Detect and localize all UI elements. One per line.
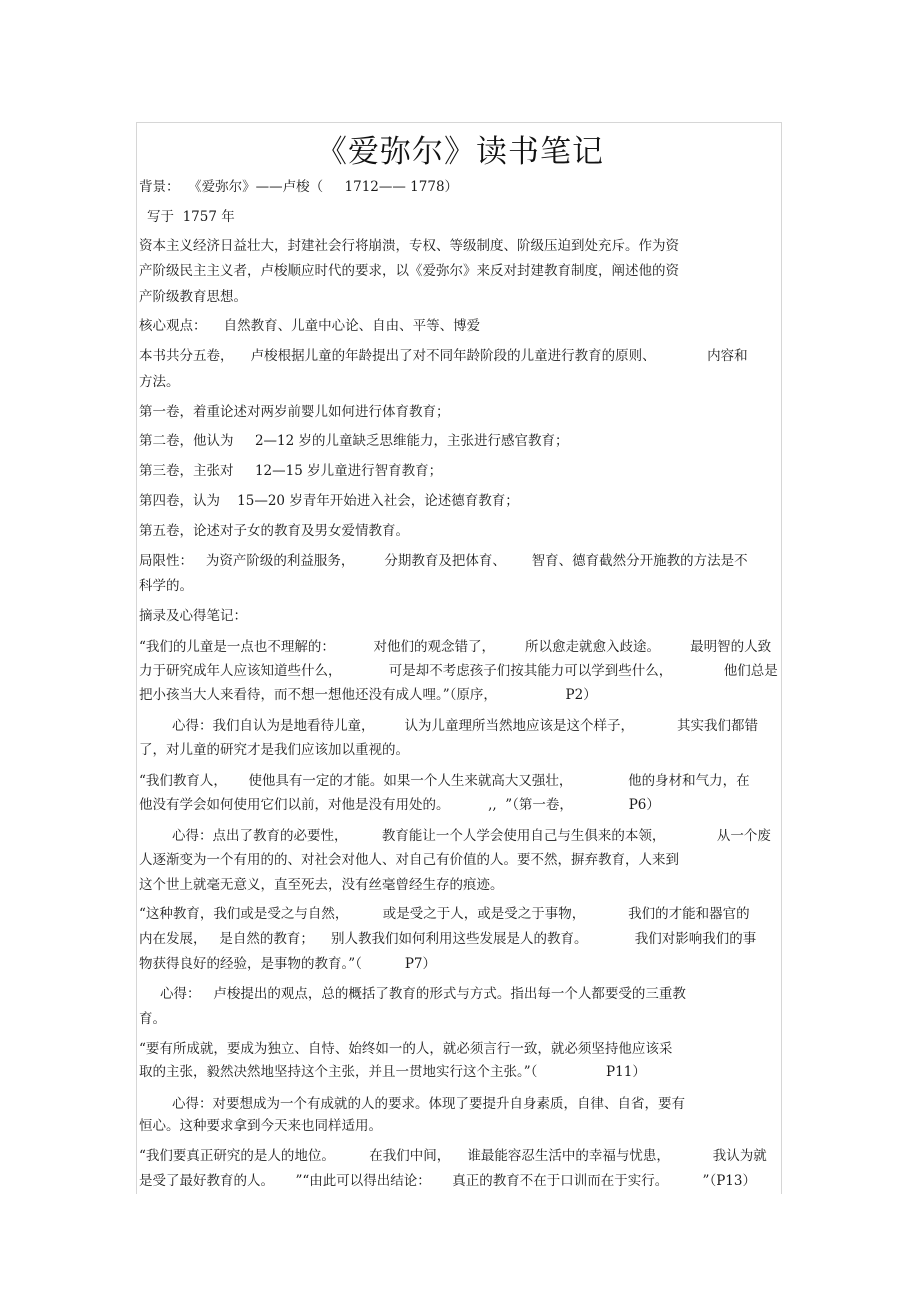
quote-line: “我们的儿童是一点也不理解的： 对他们的观念错了， 所以愈走就愈入歧途。 最明智的人致: [139, 639, 772, 655]
paragraph-line: 方法。: [139, 374, 180, 390]
background-line: 背景： 《爱弥尔》——卢梭（ 1712—— 1778）: [139, 179, 459, 195]
reflection-line: 心得：对要想成为一个有成就的人的要求。体现了要提升自身素质，自律、自省，要有: [172, 1096, 685, 1112]
volume-line: 第一卷，着重论述对两岁前婴儿如何进行体育教育；: [139, 404, 450, 420]
reflection-line: 心得：点出了教育的必要性， 教育能让一个人学会使用自己与生俱来的本领， 从一个废: [172, 828, 771, 844]
reflection-line: 恒心。这种要求拿到今天来也同样适用。: [139, 1118, 382, 1134]
quote-line: 物获得良好的经验，是事物的教育。”（ P7）: [139, 956, 436, 972]
reflection-line: 了，对儿童的研究才是我们应该加以重视的。: [139, 742, 409, 758]
quote-line: “这种教育，我们或是受之与自然， 或是受之于人，或是受之于事物， 我们的才能和器官的: [139, 906, 750, 922]
reflection-line: 育。: [139, 1011, 166, 1027]
reflection-line: 人逐渐变为一个有用的的、对社会对他人、对自己有价值的人。要不然，摒弃教育，人来到: [139, 852, 679, 868]
written-year-line: 写于 1757 年: [147, 209, 235, 225]
volume-line: 第五卷，论述对子女的教育及男女爱情教育。: [139, 523, 409, 539]
reflection-line: 心得： 卢梭提出的观点，总的概括了教育的形式与方式。指出每一个人都要受的三重教: [160, 986, 686, 1002]
reflection-line: 心得：我们自认为是地看待儿童， 认为儿童理所当然地应该是这个样子， 其实我们都错: [172, 718, 758, 734]
quote-line: 他没有学会如何使用它们以前，对他是没有用处的。 ,, ”（第一卷， P6）: [139, 797, 660, 813]
volume-line: 第二卷，他认为 2—12 岁的儿童缺乏思维能力，主张进行感官教育；: [139, 433, 569, 449]
paragraph-line: 产阶级教育思想。: [139, 289, 247, 305]
quote-line: 取的主张，毅然决然地坚持这个主张，并且一贯地实行这个主张。”（ P11）: [139, 1064, 646, 1080]
quote-line: “我们要真正研究的是人的地位。 在我们中间， 谁最能容忍生活中的幸福与忧患， 我认为就: [139, 1148, 767, 1164]
paragraph-line: 资本主义经济日益壮大，封建社会行将崩溃，专权、等级制度、阶级压迫到处充斥。作为资: [139, 238, 679, 254]
volume-line: 第四卷，认为 15—20 岁青年开始进入社会，论述德育教育；: [139, 493, 519, 509]
reflection-line: 这个世上就毫无意义，直至死去，没有丝毫曾经生存的痕迹。: [139, 877, 504, 893]
limitation-line: 局限性： 为资产阶级的利益服务， 分期教育及把体育、 智育、德育截然分开施教的方法是不: [139, 553, 748, 569]
paragraph-line: 本书共分五卷， 卢梭根据儿童的年龄提出了对不同年龄阶段的儿童进行教育的原则、 内容和: [139, 348, 748, 364]
volume-line: 第三卷，主张对 12—15 岁儿童进行智育教育；: [139, 463, 443, 479]
paragraph-line: 科学的。: [139, 578, 193, 594]
quote-line: “我们教育人， 使他具有一定的才能。如果一个人生来就高大又强壮， 他的身材和气力，在: [139, 773, 750, 789]
quote-line: 把小孩当大人来看待，而不想一想他还没有成人哩。”（原序， P2）: [139, 687, 597, 703]
paragraph-line: 产阶级民主主义者，卢梭顺应时代的要求，以《爱弥尔》来反对封建教育制度，阐述他的资: [139, 263, 679, 279]
document-title: 《爱弥尔》读书笔记: [316, 134, 604, 170]
notes-heading: 摘录及心得笔记：: [139, 608, 247, 624]
quote-line: 是受了最好教育的人。 ”“由此可以得出结论： 真正的教育不在于口训而在于实行。 ”（P13）: [139, 1173, 756, 1189]
core-views-line: 核心观点： 自然教育、儿童中心论、自由、平等、博爱: [139, 318, 481, 334]
quote-line: 力于研究成年人应该知道些什么， 可是却不考虑孩子们按其能力可以学到些什么， 他们总是: [139, 663, 778, 679]
quote-line: “要有所成就，要成为独立、自恃、始终如一的人，就必须言行一致，就必须坚持他应该采: [139, 1041, 673, 1057]
quote-line: 内在发展， 是自然的教育； 别人教我们如何利用这些发展是人的教育。 我们对影响我们的事: [139, 931, 757, 947]
page-border: [136, 122, 782, 1194]
